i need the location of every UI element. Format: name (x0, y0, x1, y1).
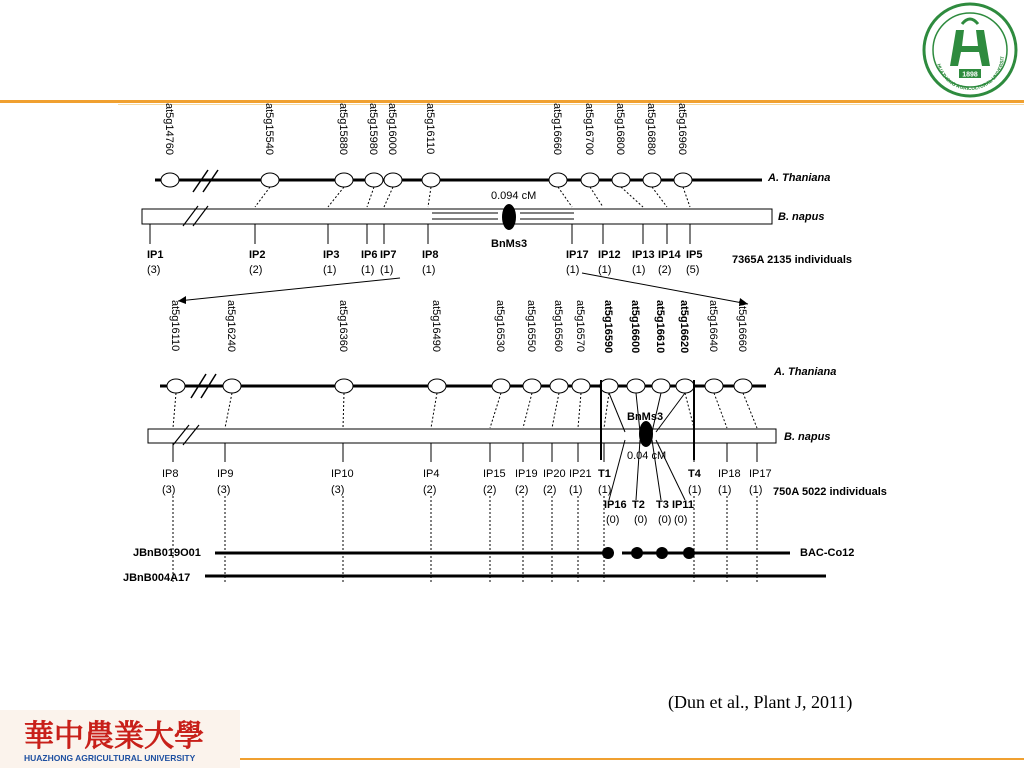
bottom-inner-marker-count: (0) (634, 514, 648, 526)
bottom-gene-label: at5g16360 (337, 300, 349, 352)
top-marker-count: (1) (380, 264, 394, 276)
footer-english-name: HUAZHONG AGRICULTURAL UNIVERSITY (24, 753, 196, 763)
bottom-gene-label: at5g16620 (678, 300, 690, 354)
bac-contig-label: BAC-Co12 (800, 547, 855, 559)
bottom-marker-label: T4 (688, 468, 701, 480)
top-gene-label: at5g16800 (614, 103, 626, 155)
bottom-marker-label: IP15 (483, 468, 506, 480)
bottom-gene-label: at5g16570 (574, 300, 586, 352)
top-gene-label: at5g16110 (424, 103, 436, 155)
bottom-marker-count: (2) (543, 484, 557, 496)
top-gene-label: at5g15980 (367, 103, 379, 155)
bottom-inner-marker-label: T3 (656, 499, 669, 511)
top-marker-count: (5) (686, 264, 700, 276)
bottom-marker-label: T1 (598, 468, 611, 480)
bottom-inner-marker-label: T2 (632, 499, 645, 511)
top-locus-dot (502, 204, 516, 230)
top-gene-ortholog-oval (384, 173, 402, 187)
top-marker-label: IP5 (686, 249, 703, 261)
bottom-population-label: 750A 5022 individuals (773, 486, 887, 498)
top-marker-count: (1) (361, 264, 375, 276)
top-ortholog-link (328, 187, 344, 207)
top-gene-ortholog-oval (422, 173, 440, 187)
bottom-ortholog-link (604, 393, 609, 428)
bottom-converging-link (656, 440, 685, 500)
top-marker-count: (1) (598, 264, 612, 276)
top-gene-ortholog-oval (365, 173, 383, 187)
top-locus-label: BnMs3 (491, 238, 528, 250)
bottom-gene-label: at5g16110 (169, 300, 181, 352)
top-napus-bar (142, 209, 772, 224)
bottom-gene-ortholog-oval (676, 379, 694, 393)
top-gene-ortholog-oval (549, 173, 567, 187)
bottom-ortholog-link (714, 393, 727, 428)
bottom-napus-label: B. napus (784, 431, 831, 443)
top-marker-count: (2) (249, 264, 263, 276)
bottom-marker-label: IP10 (331, 468, 354, 480)
top-ortholog-link (683, 187, 690, 207)
bottom-gene-ortholog-oval (572, 379, 590, 393)
bac-panel (123, 496, 854, 584)
top-marker-count: (2) (658, 264, 672, 276)
bottom-gene-ortholog-oval (652, 379, 670, 393)
bottom-distance-label: 0.04 cM (627, 450, 667, 462)
top-distance-label: 0.094 cM (491, 190, 537, 202)
top-gene-label: at5g16880 (645, 103, 657, 155)
top-gene-label: at5g16700 (583, 103, 595, 155)
bottom-marker-count: (3) (217, 484, 231, 496)
bottom-gene-ortholog-oval (627, 379, 645, 393)
top-ortholog-link (255, 187, 270, 207)
bottom-ortholog-link (552, 393, 559, 428)
top-marker-label: IP8 (422, 249, 439, 261)
footer-calligraphy: 華中農業大學 (24, 719, 204, 754)
bottom-marker-count: (2) (515, 484, 529, 496)
top-gene-ortholog-oval (674, 173, 692, 187)
bottom-converging-link (652, 440, 661, 500)
top-ortholog-link (367, 187, 374, 207)
bottom-marker-label: IP4 (423, 468, 440, 480)
bottom-gene-label: at5g16610 (654, 300, 666, 354)
top-napus-label: B. napus (778, 211, 825, 223)
bottom-converging-link (609, 393, 625, 432)
bottom-ortholog-link (490, 393, 501, 428)
citation: (Dun et al., Plant J, 2011) (668, 692, 853, 712)
bottom-gene-label: at5g16600 (629, 300, 641, 354)
top-marker-label: IP13 (632, 249, 655, 261)
top-ortholog-link (621, 187, 643, 207)
top-population-label: 7365A 2135 individuals (732, 254, 853, 266)
bottom-ortholog-link (685, 393, 694, 428)
bottom-marker-count: (1) (749, 484, 763, 496)
bottom-converging-link (636, 440, 640, 500)
bottom-locus-label: BnMs3 (627, 411, 664, 423)
bottom-inner-marker-label: IP16 (604, 499, 627, 511)
bottom-gene-ortholog-oval (734, 379, 752, 393)
bottom-gene-ortholog-oval (600, 379, 618, 393)
bottom-gene-ortholog-oval (223, 379, 241, 393)
bottom-locus-dot (639, 421, 653, 447)
top-gene-ortholog-oval (161, 173, 179, 187)
bottom-gene-label: at5g16240 (225, 300, 237, 352)
top-ortholog-link (590, 187, 603, 207)
bottom-inner-marker-count: (0) (674, 514, 688, 526)
bottom-gene-ortholog-oval (523, 379, 541, 393)
top-marker-label: IP2 (249, 249, 266, 261)
top-marker-count: (3) (147, 264, 161, 276)
bac-marker-dot (631, 547, 643, 559)
top-marker-count: (1) (422, 264, 436, 276)
bottom-marker-label: IP9 (217, 468, 234, 480)
bottom-panel (148, 300, 887, 526)
bottom-gene-label: at5g16490 (430, 300, 442, 352)
bottom-marker-count: (1) (598, 484, 612, 496)
bottom-inner-marker-count: (0) (606, 514, 620, 526)
top-marker-label: IP7 (380, 249, 397, 261)
bottom-inner-marker-label: IP11 (672, 499, 695, 511)
bottom-marker-count: (1) (718, 484, 732, 496)
bottom-marker-label: IP18 (718, 468, 741, 480)
bottom-marker-count: (1) (688, 484, 702, 496)
bottom-gene-label: at5g16660 (736, 300, 748, 352)
top-marker-label: IP14 (658, 249, 681, 261)
bottom-gene-ortholog-oval (492, 379, 510, 393)
bottom-ortholog-link (343, 393, 344, 428)
bottom-gene-ortholog-oval (428, 379, 446, 393)
bac-marker-dot (656, 547, 668, 559)
bottom-gene-ortholog-oval (335, 379, 353, 393)
logo-year: 1898 (962, 71, 978, 79)
top-marker-count: (1) (323, 264, 337, 276)
bottom-gene-label: at5g16590 (602, 300, 614, 354)
bottom-gene-ortholog-oval (705, 379, 723, 393)
top-marker-label: IP3 (323, 249, 340, 261)
bottom-napus-bar (148, 429, 776, 443)
bottom-ortholog-link (173, 393, 176, 428)
zoom-arrow-left (178, 278, 400, 301)
top-gene-ortholog-oval (335, 173, 353, 187)
bottom-ortholog-link (523, 393, 532, 428)
bottom-ortholog-link (225, 393, 232, 428)
bottom-gene-ortholog-oval (167, 379, 185, 393)
top-thaliana-label: A. Thaniana (768, 172, 831, 184)
bottom-marker-count: (2) (483, 484, 497, 496)
bottom-marker-label: IP17 (749, 468, 772, 480)
top-marker-label: IP12 (598, 249, 621, 261)
bottom-gene-label: at5g16530 (494, 300, 506, 352)
bottom-gene-label: at5g16640 (707, 300, 719, 352)
bac-marker-dot (683, 547, 695, 559)
top-gene-ortholog-oval (643, 173, 661, 187)
top-ortholog-link (384, 187, 393, 207)
top-ortholog-link (428, 187, 431, 207)
bottom-thaliana-label: A. Thaniana (774, 366, 837, 378)
top-marker-count: (1) (566, 264, 580, 276)
top-gene-label: at5g15540 (263, 103, 275, 155)
bac-clone-label: JBnB019O01 (133, 547, 201, 559)
bottom-gene-label: at5g16560 (552, 300, 564, 352)
top-gene-ortholog-oval (261, 173, 279, 187)
bottom-ortholog-link (743, 393, 757, 428)
bottom-marker-label: IP19 (515, 468, 538, 480)
bottom-marker-count: (2) (423, 484, 437, 496)
top-ortholog-link (558, 187, 572, 207)
bottom-marker-count: (3) (162, 484, 176, 496)
bottom-marker-count: (3) (331, 484, 345, 496)
bottom-marker-label: IP20 (543, 468, 566, 480)
top-ortholog-link (652, 187, 667, 207)
bottom-ortholog-link (578, 393, 581, 428)
bottom-inner-marker-count: (0) (658, 514, 672, 526)
top-panel (142, 103, 852, 306)
top-marker-label: IP6 (361, 249, 378, 261)
top-gene-ortholog-oval (581, 173, 599, 187)
bottom-ortholog-link (431, 393, 437, 428)
top-gene-label: at5g14760 (163, 103, 175, 155)
top-gene-ortholog-oval (612, 173, 630, 187)
top-marker-label: IP17 (566, 249, 589, 261)
top-gene-label: at5g16960 (676, 103, 688, 155)
logo-university-name: HUAZHONG AGRICULTURAL UNIVERSIT (935, 56, 1007, 93)
top-gene-label: at5g16660 (551, 103, 563, 155)
bac-clone-label: JBnB004A17 (123, 572, 191, 584)
bottom-marker-label: IP8 (162, 468, 179, 480)
bottom-marker-label: IP21 (569, 468, 592, 480)
top-marker-label: IP1 (147, 249, 164, 261)
bottom-gene-ortholog-oval (550, 379, 568, 393)
top-marker-count: (1) (632, 264, 646, 276)
bottom-gene-label: at5g16550 (525, 300, 537, 352)
top-gene-label: at5g15880 (337, 103, 349, 155)
bottom-marker-count: (1) (569, 484, 583, 496)
top-gene-label: at5g16000 (386, 103, 398, 155)
